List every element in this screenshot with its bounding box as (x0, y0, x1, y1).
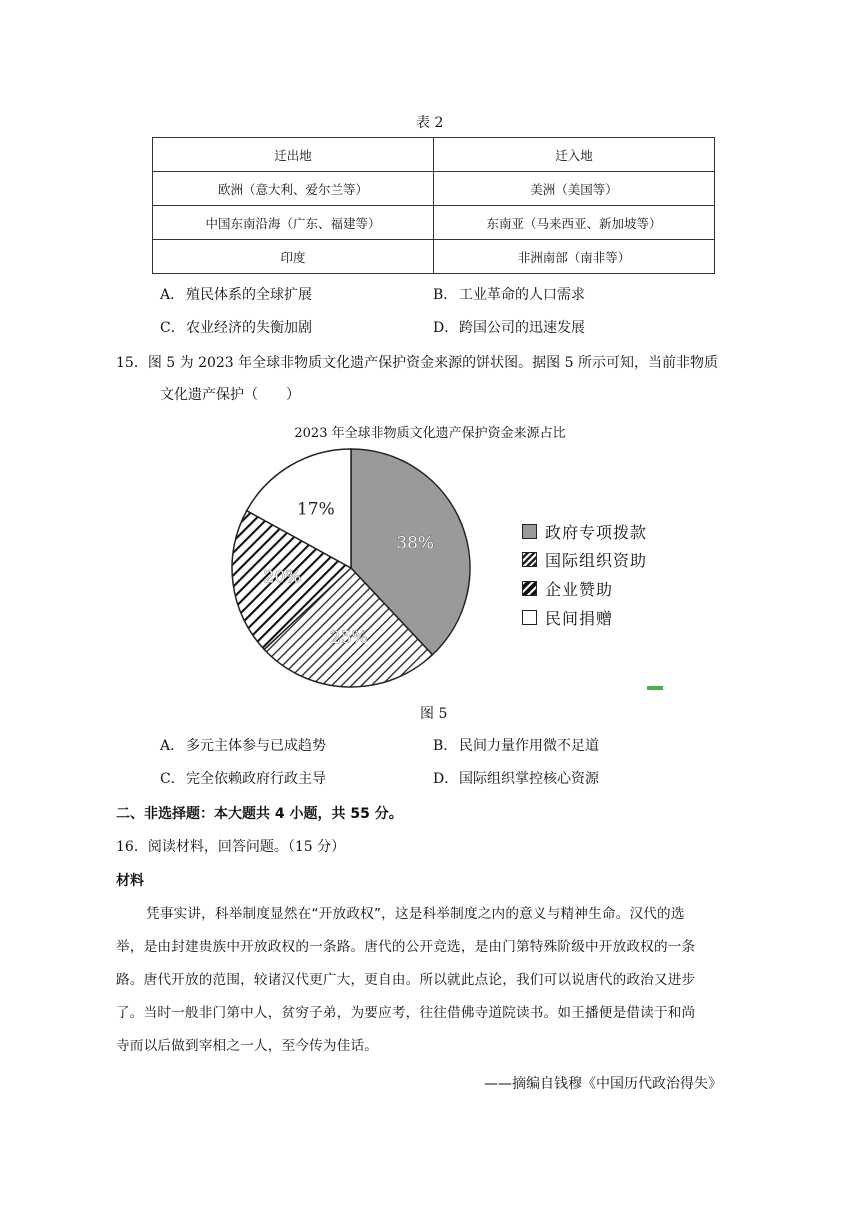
option-text: 殖民体系的全球扩展 (186, 287, 312, 303)
q15-option-a[interactable] (160, 735, 326, 755)
option-text: 多元主体参与已成趋势 (186, 738, 326, 754)
legend-label: 民间捐赠 (545, 608, 614, 628)
option-text: 国际组织掌控核心资源 (459, 771, 599, 787)
option-text: 农业经济的失衡加剧 (186, 320, 312, 336)
passage-line: 了。当时一般非门第中人，贫穷子弟，为要应考，往往借佛寺道院读书。如王播便是借读于和尚 (116, 1005, 696, 1021)
q15-stem-line2: 文化遗产保护（ ） (160, 387, 300, 403)
legend-label: 企业赞助 (545, 579, 614, 599)
option-text: 民间力量作用微不足道 (459, 738, 599, 754)
legend-item (522, 520, 647, 542)
table-cell: 印度 (153, 240, 434, 274)
legend-label: 国际组织资助 (545, 550, 648, 570)
option-text: 完全依赖政府行政主导 (186, 771, 326, 787)
legend-label: 政府专项拨款 (545, 522, 648, 542)
table-header-cell: 迁入地 (434, 138, 715, 172)
figure-caption: 图 5 (420, 706, 448, 722)
option-letter: D． (433, 320, 459, 336)
q15-option-b[interactable] (433, 735, 599, 755)
migration-table (152, 137, 715, 274)
option-text: 工业革命的人口需求 (459, 287, 585, 303)
q14-option-d[interactable] (433, 317, 585, 337)
material-label: 材料 (116, 873, 144, 889)
q15-option-d[interactable] (433, 768, 599, 788)
section-heading: 二、非选择题：本大题共 4 小题，共 55 分。 (116, 806, 403, 822)
passage-line: 寺而以后做到宰相之一人，至今传为佳话。 (116, 1038, 379, 1054)
pie-chart (220, 440, 490, 700)
material-source: ——摘编自钱穆《中国历代政治得失》 (484, 1076, 722, 1092)
material-passage (116, 898, 734, 1063)
q14-option-a[interactable] (160, 284, 312, 304)
table-cell: 欧洲（意大利、爱尔兰等） (153, 172, 434, 206)
legend-item (522, 606, 613, 628)
option-letter: D． (433, 771, 459, 787)
pie-slice-label: 25% (329, 627, 368, 648)
chart-title: 2023 年全球非物质文化遗产保护资金来源占比 (294, 426, 566, 441)
option-letter: A． (160, 738, 185, 754)
pie-slice-label: 17% (296, 499, 335, 520)
table-header-cell: 迁出地 (153, 138, 434, 172)
table-cell: 美洲（美国等） (434, 172, 715, 206)
option-letter: C． (160, 320, 185, 336)
legend-swatch-gray (522, 524, 537, 539)
legend-swatch-heavy-hatch (522, 581, 537, 596)
table-row (153, 172, 715, 206)
pie-slice-label: 20% (263, 567, 302, 588)
q15-option-c[interactable] (160, 768, 326, 788)
table-row (153, 206, 715, 240)
legend-item (522, 548, 647, 570)
q15-stem-line1: 15．图 5 为 2023 年全球非物质文化遗产保护资金来源的饼状图。据图 5 所示可知，当前非物质 (116, 355, 718, 371)
legend-item (522, 577, 613, 599)
option-letter: B． (433, 287, 458, 303)
passage-line: 举，是由封建贵族中开放政权的一条路。唐代的公开竞选，是由门第特殊阶级中开放政权的一条 (116, 939, 696, 955)
table-cell: 东南亚（马来西亚、新加坡等） (434, 206, 715, 240)
legend-swatch-white (522, 610, 537, 625)
table-caption: 表 2 (416, 115, 444, 131)
q14-option-c[interactable] (160, 317, 312, 337)
pie-slice-label: 38% (396, 533, 435, 554)
passage-line: 凭事实讲，科举制度显然在“开放政权”，这是科举制度之内的意义与精神生命。汉代的选 (146, 906, 685, 922)
option-letter: C． (160, 771, 185, 787)
option-letter: A． (160, 287, 185, 303)
q14-option-b[interactable] (433, 284, 585, 304)
table-row (153, 240, 715, 274)
green-mark (647, 686, 663, 690)
option-letter: B． (433, 738, 458, 754)
option-text: 跨国公司的迅速发展 (459, 320, 585, 336)
q16-stem: 16．阅读材料，回答问题。（15 分） (116, 839, 346, 855)
table-header-row (153, 138, 715, 172)
table-cell: 非洲南部（南非等） (434, 240, 715, 274)
table-cell: 中国东南沿海（广东、福建等） (153, 206, 434, 240)
passage-line: 路。唐代开放的范围，较诸汉代更广大，更自由。所以就此点论，我们可以说唐代的政治又进步 (116, 972, 696, 988)
legend-swatch-hatch (522, 552, 537, 567)
